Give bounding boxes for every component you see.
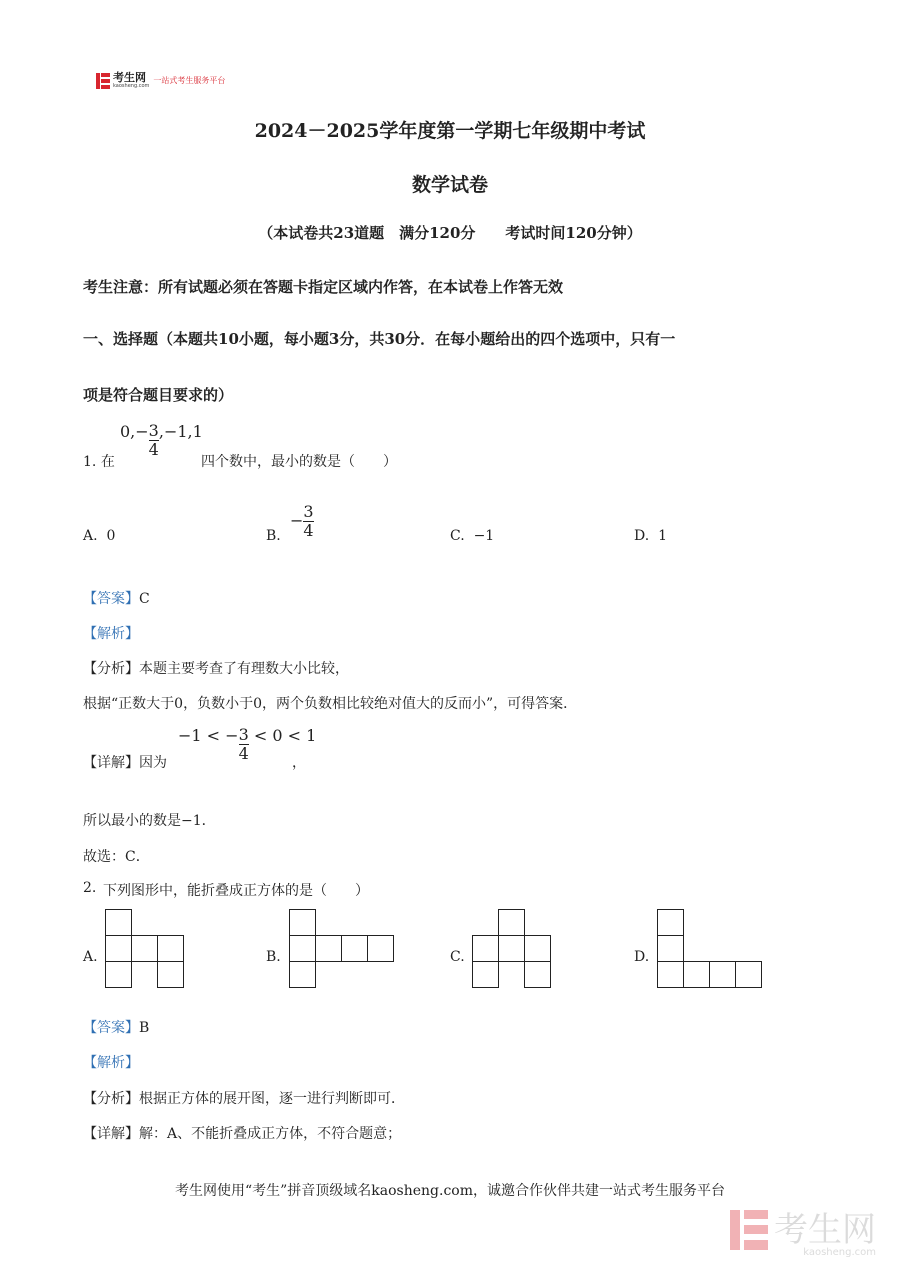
- logo-slogan: 一站式考生服务平台: [153, 76, 226, 85]
- exam-info: （本试卷共23道题 满分120分 考试时间120分钟）: [258, 224, 642, 242]
- q2-net-c: [472, 909, 554, 991]
- option-value: 0: [106, 528, 116, 544]
- logo-icon: [96, 73, 110, 89]
- net-square: [658, 962, 684, 988]
- header-logo: [96, 72, 225, 89]
- q2-stem: 下列图形中，能折叠成正方体的是（ ）: [103, 883, 369, 899]
- net-square: [106, 936, 132, 962]
- q1-conclusion: 所以最小的数是−1．: [83, 813, 216, 829]
- option-label: A.: [83, 528, 98, 544]
- q1-ineq-end: ，: [292, 755, 306, 771]
- net-square: [736, 962, 762, 988]
- q2-option-c-label[interactable]: C.: [450, 949, 465, 965]
- detail-text: 解：A、不能折叠成正方体，不符合题意；: [139, 1126, 402, 1142]
- watermark-logo: [730, 1202, 876, 1258]
- net-square: [525, 936, 551, 962]
- option-b-fraction: [303, 503, 313, 540]
- net-square: [158, 936, 184, 962]
- ineq-den: 4: [238, 744, 249, 763]
- detail-prefix: 因为: [139, 755, 167, 771]
- q1-frac-num: 3: [148, 421, 159, 440]
- net-square: [158, 962, 184, 988]
- option-sign: −: [290, 511, 304, 530]
- section-heading: 一、选择题（本题共10小题，每小题3分，共30分．在每小题给出的四个选项中，只有一: [83, 330, 676, 348]
- option-value: 1: [658, 528, 668, 544]
- q2-option-d-label[interactable]: D.: [634, 949, 650, 965]
- net-square: [710, 962, 736, 988]
- detail-tag: 【详解】: [83, 755, 139, 771]
- q1-choice: 故选：C．: [83, 849, 150, 865]
- net-square: [658, 936, 684, 962]
- answer-value: C: [139, 591, 150, 607]
- q2-option-b-label[interactable]: B.: [266, 949, 281, 965]
- ineq-num: 3: [238, 725, 249, 744]
- q2-net-b: [289, 909, 397, 991]
- notice: 考生注意：所有试题必须在答题卡指定区域内作答，在本试卷上作答无效: [83, 278, 564, 296]
- fenxi-tag: 【分析】: [83, 1091, 139, 1107]
- net-square: [473, 936, 499, 962]
- q2-analysis-tag: 【解析】: [83, 1055, 139, 1071]
- net-square: [525, 962, 551, 988]
- net-square: [316, 936, 342, 962]
- q1-option-d[interactable]: [634, 528, 667, 544]
- q2-answer: [83, 1017, 149, 1037]
- net-square: [684, 962, 710, 988]
- net-square: [342, 936, 368, 962]
- q1-option-a[interactable]: [83, 528, 115, 544]
- net-square: [290, 910, 316, 936]
- ineq-fraction: [239, 726, 249, 763]
- option-label: D.: [634, 528, 650, 544]
- q1-answer: [83, 588, 150, 608]
- subject-title: 数学试卷: [411, 174, 488, 196]
- q1-option-b-value: [290, 503, 314, 540]
- q1-prefix: 在: [100, 454, 115, 470]
- net-square: [473, 962, 499, 988]
- q1-stem-prefix: [83, 451, 115, 471]
- q1-fenxi: [83, 658, 349, 678]
- ineq-pre: −1 < −: [178, 726, 239, 745]
- option-value: −1: [473, 528, 495, 544]
- watermark-name: 考生网: [774, 1210, 876, 1250]
- q2-net-d: [657, 909, 767, 991]
- q1-basis: 根据“正数大于0，负数小于0，两个负数相比较绝对值大的反而小”，可得答案．: [83, 696, 578, 712]
- watermark-url: kaosheng.com: [803, 1247, 876, 1258]
- fenxi-text: 本题主要考查了有理数大小比较，: [139, 661, 349, 677]
- footer-text: 考生网使用“考生”拼音顶级域名kaosheng.com，诚邀合作伙伴共建一站式考生服务平台: [174, 1183, 726, 1199]
- net-square: [290, 936, 316, 962]
- watermark-icon: [730, 1210, 768, 1250]
- detail-tag: 【详解】: [83, 1126, 139, 1142]
- q1-number-list: [120, 422, 203, 459]
- q1-number: 1.: [83, 454, 97, 470]
- logo-url: kaosheng.com: [113, 83, 150, 89]
- logo-name: 考生网: [113, 71, 146, 84]
- q1-option-c[interactable]: [450, 528, 494, 544]
- net-square: [290, 962, 316, 988]
- net-square: [132, 936, 158, 962]
- q1-fraction: [149, 422, 159, 459]
- net-square: [658, 910, 684, 936]
- net-square: [368, 936, 394, 962]
- q1-analysis-tag: 【解析】: [83, 626, 139, 642]
- q2-fenxi: [83, 1088, 405, 1108]
- section-heading-cont: 项是符合题目要求的）: [83, 386, 234, 404]
- q2-number: 2.: [83, 880, 97, 896]
- q2-detail: [83, 1123, 401, 1143]
- exam-title: 2024－2025学年度第一学期七年级期中考试: [254, 120, 646, 142]
- q1-math-pre: 0,−: [120, 422, 149, 441]
- answer-value: B: [139, 1020, 150, 1036]
- q1-math-post: ,−1,1: [158, 422, 203, 441]
- net-square: [499, 936, 525, 962]
- answer-tag: 【答案】: [83, 1020, 139, 1036]
- ineq-post: < 0 < 1: [248, 726, 317, 745]
- q1-suffix: 四个数中，最小的数是（ ）: [201, 454, 397, 470]
- q1-frac-den: 4: [148, 440, 159, 459]
- net-square: [499, 910, 525, 936]
- fenxi-tag: 【分析】: [83, 661, 139, 677]
- net-square: [106, 910, 132, 936]
- fenxi-text: 根据正方体的展开图，逐一进行判断即可．: [139, 1091, 405, 1107]
- q2-option-a-label[interactable]: A.: [83, 949, 98, 965]
- net-square: [106, 962, 132, 988]
- q2-net-a: [105, 909, 187, 991]
- q1-option-b-label[interactable]: B.: [266, 528, 281, 544]
- answer-tag: 【答案】: [83, 591, 139, 607]
- option-b-den: 4: [303, 521, 314, 540]
- option-b-num: 3: [303, 502, 314, 521]
- option-label: C.: [450, 528, 465, 544]
- q1-detail-tag: [83, 752, 167, 772]
